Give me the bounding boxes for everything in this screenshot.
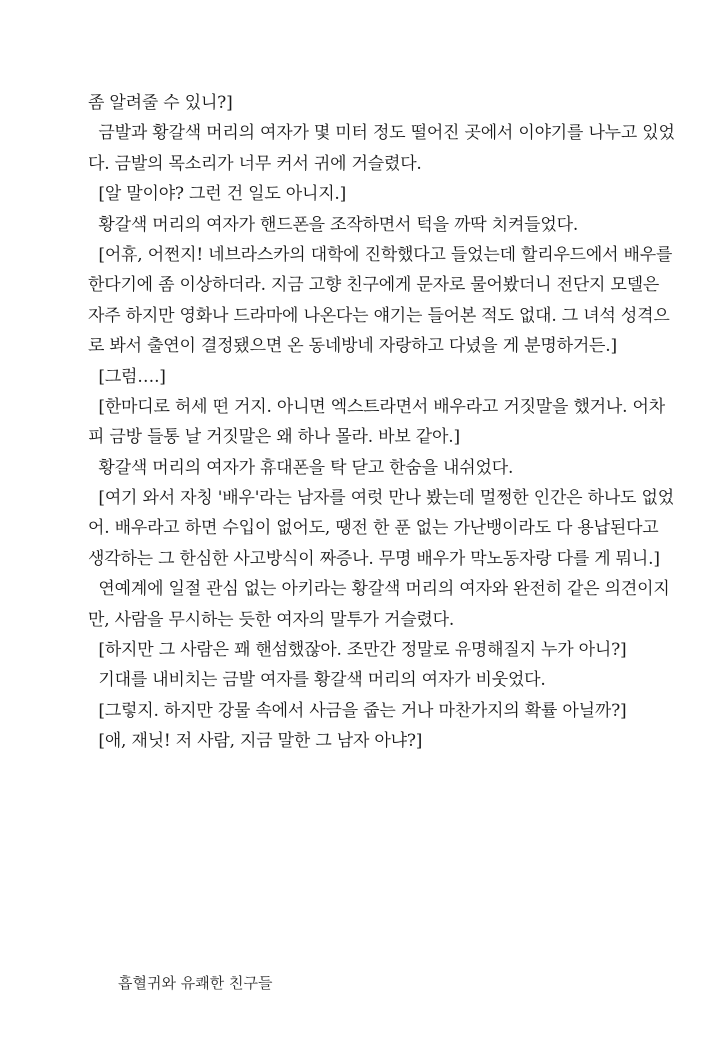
text-line: [그럼….] [88, 366, 166, 387]
text-line: [알 말이야? 그런 건 일도 아니지.] [88, 184, 347, 205]
text-line: [애, 재닛! 저 사람, 지금 말한 그 남자 아냐?] [88, 731, 423, 752]
text-line: 다. 금발의 목소리가 너무 커서 귀에 거슬렸다. [88, 153, 422, 174]
text-line: 자주 하지만 영화나 드라마에 나온다는 얘기는 들어본 적도 없대. 그 녀석 성격으 [88, 305, 670, 326]
text-line: 좀 알려줄 수 있니?] [88, 93, 233, 113]
text-line: 어. 배우라고 하면 수입이 없어도, 땡전 한 푼 없는 가난뱅이라도 다 용납된다고 [88, 518, 659, 539]
text-line: [한마디로 허세 떤 거지. 아니면 엑스트라면서 배우라고 거짓말을 했거나. 어차 [88, 396, 665, 417]
body-text [88, 88, 700, 757]
text-line: 생각하는 그 한심한 사고방식이 짜증나. 무명 배우가 막노동자랑 다를 게 뭐니.] [88, 548, 660, 569]
text-line: 로 봐서 출연이 결정됐으면 온 동네방네 자랑하고 다녔을 게 분명하거든.] [88, 336, 617, 357]
text-line: 금발과 황갈색 머리의 여자가 몇 미터 정도 떨어진 곳에서 이야기를 나누고 있었 [88, 123, 675, 144]
text-line: 피 금방 들통 날 거짓말은 왜 하나 몰라. 바보 같아.] [88, 427, 460, 448]
text-line: 황갈색 머리의 여자가 핸드폰을 조작하면서 턱을 까딱 치켜들었다. [88, 214, 579, 235]
text-line: 한다기에 좀 이상하더라. 지금 고향 친구에게 문자로 물어봤더니 전단지 모델은 [88, 275, 660, 296]
text-line: 황갈색 머리의 여자가 휴대폰을 탁 닫고 한숨을 내쉬었다. [88, 457, 514, 478]
text-line: [여기 와서 자칭 '배우'라는 남자를 여럿 만나 봤는데 멀쩡한 인간은 하나도 없었 [88, 488, 674, 509]
text-line: [하지만 그 사람은 꽤 핸섬했잖아. 조만간 정말로 유명해질지 누가 아니?] [88, 640, 627, 661]
text-line: 연예계에 일절 관심 없는 아키라는 황갈색 머리의 여자와 완전히 같은 의견이지 [88, 579, 670, 600]
text-line: [어휴, 어쩐지! 네브라스카의 대학에 진학했다고 들었는데 할리우드에서 배우를 [88, 244, 673, 265]
text-line: 만, 사람을 무시하는 듯한 여자의 말투가 거슬렸다. [88, 609, 455, 630]
text-line: [그렇지. 하지만 강물 속에서 사금을 줍는 거나 마찬가지의 확률 아닐까?] [88, 700, 627, 721]
running-footer-title: 흡혈귀와 유쾌한 친구들 [118, 974, 273, 992]
text-line: 기대를 내비치는 금발 여자를 황갈색 머리의 여자가 비웃었다. [88, 670, 546, 691]
